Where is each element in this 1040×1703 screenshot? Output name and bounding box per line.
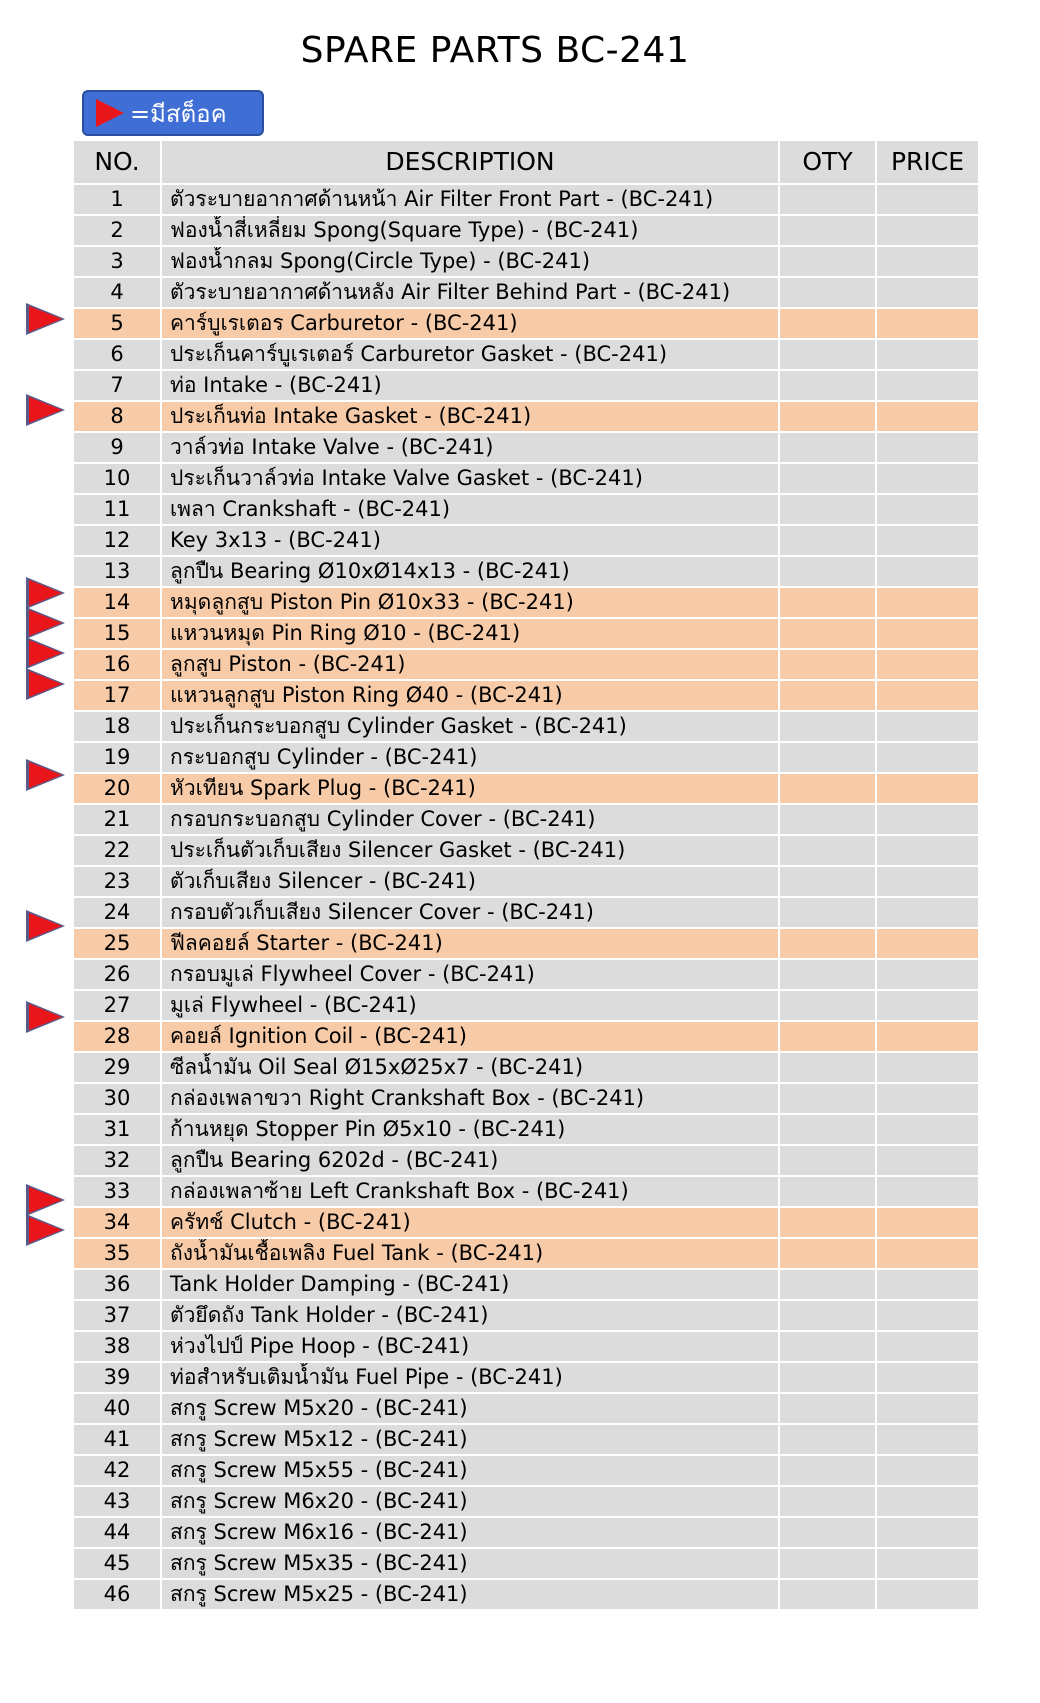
row-qty: [779, 215, 876, 246]
row-number: 15: [73, 618, 161, 649]
row-number: 28: [73, 1021, 161, 1052]
row-qty: [779, 370, 876, 401]
row-description: ฟองน้ำสี่เหลี่ยม Spong(Square Type) - (BC-241): [161, 215, 779, 246]
row-description: ประเก็นกระบอกสูบ Cylinder Gasket - (BC-241): [161, 711, 779, 742]
row-price: [876, 618, 979, 649]
table-row: [73, 649, 979, 680]
row-qty: [779, 1269, 876, 1300]
row-price: [876, 1424, 979, 1455]
row-number: 26: [73, 959, 161, 990]
table-row: [73, 1083, 979, 1114]
row-number: 34: [73, 1207, 161, 1238]
row-number: 12: [73, 525, 161, 556]
table-row: [73, 928, 979, 959]
table-row: [73, 432, 979, 463]
table-row: [73, 308, 979, 339]
row-qty: [779, 339, 876, 370]
in-stock-arrow-icon: [29, 1004, 62, 1030]
row-qty: [779, 835, 876, 866]
in-stock-arrow-icon: [29, 913, 62, 939]
row-price: [876, 1548, 979, 1579]
row-price: [876, 370, 979, 401]
row-description: ห่วงไปป์ Pipe Hoop - (BC-241): [161, 1331, 779, 1362]
row-price: [876, 308, 979, 339]
table-row: [73, 1207, 979, 1238]
row-price: [876, 959, 979, 990]
table-row: [73, 1238, 979, 1269]
table-row: [73, 1424, 979, 1455]
row-number: 37: [73, 1300, 161, 1331]
row-description: ครัทช์ Clutch - (BC-241): [161, 1207, 779, 1238]
row-number: 9: [73, 432, 161, 463]
row-price: [876, 1114, 979, 1145]
table-row: [73, 618, 979, 649]
row-description: ฟองน้ำกลม Spong(Circle Type) - (BC-241): [161, 246, 779, 277]
in-stock-arrow-icon: [29, 1187, 62, 1213]
row-qty: [779, 1052, 876, 1083]
row-qty: [779, 184, 876, 215]
row-description: หัวเทียน Spark Plug - (BC-241): [161, 773, 779, 804]
row-price: [876, 866, 979, 897]
row-qty: [779, 277, 876, 308]
table-row: [73, 1269, 979, 1300]
row-qty: [779, 1083, 876, 1114]
row-number: 18: [73, 711, 161, 742]
row-qty: [779, 1486, 876, 1517]
row-description: สกรู Screw M5x12 - (BC-241): [161, 1424, 779, 1455]
row-description: สกรู Screw M6x16 - (BC-241): [161, 1517, 779, 1548]
row-price: [876, 1331, 979, 1362]
table-row: [73, 1362, 979, 1393]
row-price: [876, 897, 979, 928]
row-qty: [779, 959, 876, 990]
table-row: [73, 1145, 979, 1176]
page-title: SPARE PARTS BC-241: [300, 30, 690, 71]
row-qty: [779, 432, 876, 463]
table-row: [73, 1114, 979, 1145]
row-qty: [779, 1331, 876, 1362]
row-qty: [779, 773, 876, 804]
row-description: ก้านหยุด Stopper Pin Ø5x10 - (BC-241): [161, 1114, 779, 1145]
row-qty: [779, 1238, 876, 1269]
row-description: ฟีลคอยล์ Starter - (BC-241): [161, 928, 779, 959]
table-row: [73, 184, 979, 215]
row-description: กรอบกระบอกสูบ Cylinder Cover - (BC-241): [161, 804, 779, 835]
row-price: [876, 184, 979, 215]
row-description: ท่อ Intake - (BC-241): [161, 370, 779, 401]
row-number: 5: [73, 308, 161, 339]
row-price: [876, 773, 979, 804]
table-row: [73, 804, 979, 835]
row-description: ท่อสำหรับเติมน้ำมัน Fuel Pipe - (BC-241): [161, 1362, 779, 1393]
row-qty: [779, 1455, 876, 1486]
row-price: [876, 680, 979, 711]
row-price: [876, 587, 979, 618]
header-no: NO.: [73, 140, 161, 184]
row-number: 14: [73, 587, 161, 618]
row-qty: [779, 246, 876, 277]
row-price: [876, 1393, 979, 1424]
row-price: [876, 1238, 979, 1269]
row-price: [876, 246, 979, 277]
in-stock-arrow-icon: [29, 762, 62, 788]
table-row: [73, 1548, 979, 1579]
row-qty: [779, 1207, 876, 1238]
row-qty: [779, 525, 876, 556]
table-row: [73, 525, 979, 556]
row-number: 11: [73, 494, 161, 525]
row-description: Tank Holder Damping - (BC-241): [161, 1269, 779, 1300]
row-price: [876, 1052, 979, 1083]
row-description: ตัวยึดถัง Tank Holder - (BC-241): [161, 1300, 779, 1331]
row-number: 7: [73, 370, 161, 401]
table-row: [73, 1052, 979, 1083]
row-price: [876, 401, 979, 432]
row-price: [876, 835, 979, 866]
row-qty: [779, 1579, 876, 1610]
table-row: [73, 959, 979, 990]
row-description: กล่องเพลาขวา Right Crankshaft Box - (BC-241): [161, 1083, 779, 1114]
table-row: [73, 773, 979, 804]
row-number: 36: [73, 1269, 161, 1300]
row-qty: [779, 649, 876, 680]
row-description: แหวนหมุด Pin Ring Ø10 - (BC-241): [161, 618, 779, 649]
row-qty: [779, 463, 876, 494]
row-price: [876, 463, 979, 494]
table-row: [73, 1021, 979, 1052]
red-triangle-icon: [96, 99, 124, 127]
row-description: ลูกปืน Bearing Ø10xØ14x13 - (BC-241): [161, 556, 779, 587]
row-number: 13: [73, 556, 161, 587]
row-description: สกรู Screw M5x35 - (BC-241): [161, 1548, 779, 1579]
row-qty: [779, 1424, 876, 1455]
row-number: 33: [73, 1176, 161, 1207]
row-number: 44: [73, 1517, 161, 1548]
row-price: [876, 556, 979, 587]
row-number: 1: [73, 184, 161, 215]
in-stock-arrow-icon: [29, 580, 62, 606]
row-description: เพลา Crankshaft - (BC-241): [161, 494, 779, 525]
row-price: [876, 1176, 979, 1207]
row-description: กล่องเพลาซ้าย Left Crankshaft Box - (BC-241): [161, 1176, 779, 1207]
row-description: กรอบมูเล่ Flywheel Cover - (BC-241): [161, 959, 779, 990]
row-number: 41: [73, 1424, 161, 1455]
row-description: สกรู Screw M5x55 - (BC-241): [161, 1455, 779, 1486]
row-description: ซีลน้ำมัน Oil Seal Ø15xØ25x7 - (BC-241): [161, 1052, 779, 1083]
row-description: ตัวระบายอากาศด้านหน้า Air Filter Front Part - (BC-241): [161, 184, 779, 215]
row-description: ประเก็นตัวเก็บเสียง Silencer Gasket - (BC-241): [161, 835, 779, 866]
row-qty: [779, 556, 876, 587]
row-qty: [779, 308, 876, 339]
table-row: [73, 401, 979, 432]
row-price: [876, 1486, 979, 1517]
row-number: 3: [73, 246, 161, 277]
table-row: [73, 990, 979, 1021]
row-number: 31: [73, 1114, 161, 1145]
row-price: [876, 1455, 979, 1486]
table-row: [73, 587, 979, 618]
table-row: [73, 711, 979, 742]
row-qty: [779, 1393, 876, 1424]
table-row: [73, 1393, 979, 1424]
table-row: [73, 556, 979, 587]
row-description: สกรู Screw M5x20 - (BC-241): [161, 1393, 779, 1424]
row-number: 4: [73, 277, 161, 308]
row-description: แหวนลูกสูบ Piston Ring Ø40 - (BC-241): [161, 680, 779, 711]
in-stock-arrow-icon: [29, 397, 62, 423]
table-row: [73, 835, 979, 866]
row-price: [876, 1083, 979, 1114]
row-number: 25: [73, 928, 161, 959]
row-price: [876, 928, 979, 959]
row-price: [876, 432, 979, 463]
table-row: [73, 277, 979, 308]
row-price: [876, 1145, 979, 1176]
row-description: วาล์วท่อ Intake Valve - (BC-241): [161, 432, 779, 463]
row-price: [876, 742, 979, 773]
row-description: มูเล่ Flywheel - (BC-241): [161, 990, 779, 1021]
row-description: สกรู Screw M6x20 - (BC-241): [161, 1486, 779, 1517]
row-description: กระบอกสูบ Cylinder - (BC-241): [161, 742, 779, 773]
row-price: [876, 1362, 979, 1393]
in-stock-arrow-icon: [29, 640, 62, 666]
in-stock-arrow-icon: [29, 306, 62, 332]
table-row: [73, 680, 979, 711]
table-row: [73, 1300, 979, 1331]
row-number: 35: [73, 1238, 161, 1269]
row-description: หมุดลูกสูบ Piston Pin Ø10x33 - (BC-241): [161, 587, 779, 618]
table-row: [73, 1486, 979, 1517]
row-description: ประเก็นวาล์วท่อ Intake Valve Gasket - (BC-241): [161, 463, 779, 494]
row-qty: [779, 742, 876, 773]
header-qty: OTY: [779, 140, 876, 184]
row-qty: [779, 928, 876, 959]
row-qty: [779, 990, 876, 1021]
row-price: [876, 494, 979, 525]
row-number: 43: [73, 1486, 161, 1517]
table-row: [73, 246, 979, 277]
row-number: 23: [73, 866, 161, 897]
in-stock-arrow-icon: [29, 1217, 62, 1243]
row-qty: [779, 680, 876, 711]
row-number: 8: [73, 401, 161, 432]
row-number: 39: [73, 1362, 161, 1393]
row-price: [876, 1207, 979, 1238]
in-stock-arrow-icon: [29, 610, 62, 636]
table-row: [73, 215, 979, 246]
row-price: [876, 990, 979, 1021]
row-qty: [779, 494, 876, 525]
row-qty: [779, 897, 876, 928]
row-qty: [779, 587, 876, 618]
row-qty: [779, 1114, 876, 1145]
table-row: [73, 494, 979, 525]
row-number: 20: [73, 773, 161, 804]
row-number: 30: [73, 1083, 161, 1114]
row-description: สกรู Screw M5x25 - (BC-241): [161, 1579, 779, 1610]
row-description: Key 3x13 - (BC-241): [161, 525, 779, 556]
row-description: ลูกสูบ Piston - (BC-241): [161, 649, 779, 680]
row-qty: [779, 1548, 876, 1579]
row-description: ประเก็นท่อ Intake Gasket - (BC-241): [161, 401, 779, 432]
row-qty: [779, 1362, 876, 1393]
row-description: ถังน้ำมันเชื้อเพลิง Fuel Tank - (BC-241): [161, 1238, 779, 1269]
table-row: [73, 1579, 979, 1610]
row-description: คาร์บูเรเตอร Carburetor - (BC-241): [161, 308, 779, 339]
row-price: [876, 277, 979, 308]
row-price: [876, 215, 979, 246]
row-number: 21: [73, 804, 161, 835]
row-number: 32: [73, 1145, 161, 1176]
in-stock-arrow-icon: [29, 671, 62, 697]
spare-parts-table: [72, 139, 980, 1611]
row-number: 19: [73, 742, 161, 773]
row-number: 16: [73, 649, 161, 680]
row-description: ลูกปืน Bearing 6202d - (BC-241): [161, 1145, 779, 1176]
row-number: 40: [73, 1393, 161, 1424]
row-description: คอยล์ Ignition Coil - (BC-241): [161, 1021, 779, 1052]
row-price: [876, 339, 979, 370]
row-qty: [779, 1145, 876, 1176]
row-qty: [779, 1300, 876, 1331]
row-number: 46: [73, 1579, 161, 1610]
row-price: [876, 1269, 979, 1300]
row-number: 29: [73, 1052, 161, 1083]
row-number: 42: [73, 1455, 161, 1486]
header-description: DESCRIPTION: [161, 140, 779, 184]
row-description: กรอบตัวเก็บเสียง Silencer Cover - (BC-241): [161, 897, 779, 928]
table-header-row: [73, 140, 979, 184]
row-description: ประเก็นคาร์บูเรเตอร์ Carburetor Gasket - (BC-241): [161, 339, 779, 370]
row-qty: [779, 711, 876, 742]
row-qty: [779, 866, 876, 897]
table-row: [73, 742, 979, 773]
row-qty: [779, 1176, 876, 1207]
row-price: [876, 1579, 979, 1610]
row-number: 10: [73, 463, 161, 494]
table-row: [73, 370, 979, 401]
row-qty: [779, 1517, 876, 1548]
row-description: ตัวเก็บเสียง Silencer - (BC-241): [161, 866, 779, 897]
table-row: [73, 1455, 979, 1486]
row-number: 45: [73, 1548, 161, 1579]
table-row: [73, 463, 979, 494]
row-price: [876, 525, 979, 556]
table-row: [73, 1331, 979, 1362]
row-qty: [779, 618, 876, 649]
table-row: [73, 1517, 979, 1548]
row-price: [876, 1517, 979, 1548]
table-row: [73, 866, 979, 897]
row-number: 6: [73, 339, 161, 370]
table-row: [73, 339, 979, 370]
legend-label: =มีสต็อค: [130, 99, 227, 128]
row-number: 27: [73, 990, 161, 1021]
row-number: 38: [73, 1331, 161, 1362]
header-price: PRICE: [876, 140, 979, 184]
row-number: 17: [73, 680, 161, 711]
row-number: 24: [73, 897, 161, 928]
row-price: [876, 711, 979, 742]
table-row: [73, 897, 979, 928]
row-price: [876, 804, 979, 835]
table-row: [73, 1176, 979, 1207]
row-price: [876, 649, 979, 680]
row-number: 2: [73, 215, 161, 246]
row-qty: [779, 1021, 876, 1052]
row-number: 22: [73, 835, 161, 866]
row-description: ตัวระบายอากาศด้านหลัง Air Filter Behind Part - (BC-241): [161, 277, 779, 308]
row-qty: [779, 804, 876, 835]
row-qty: [779, 401, 876, 432]
in-stock-legend: [82, 90, 264, 136]
row-price: [876, 1300, 979, 1331]
row-price: [876, 1021, 979, 1052]
